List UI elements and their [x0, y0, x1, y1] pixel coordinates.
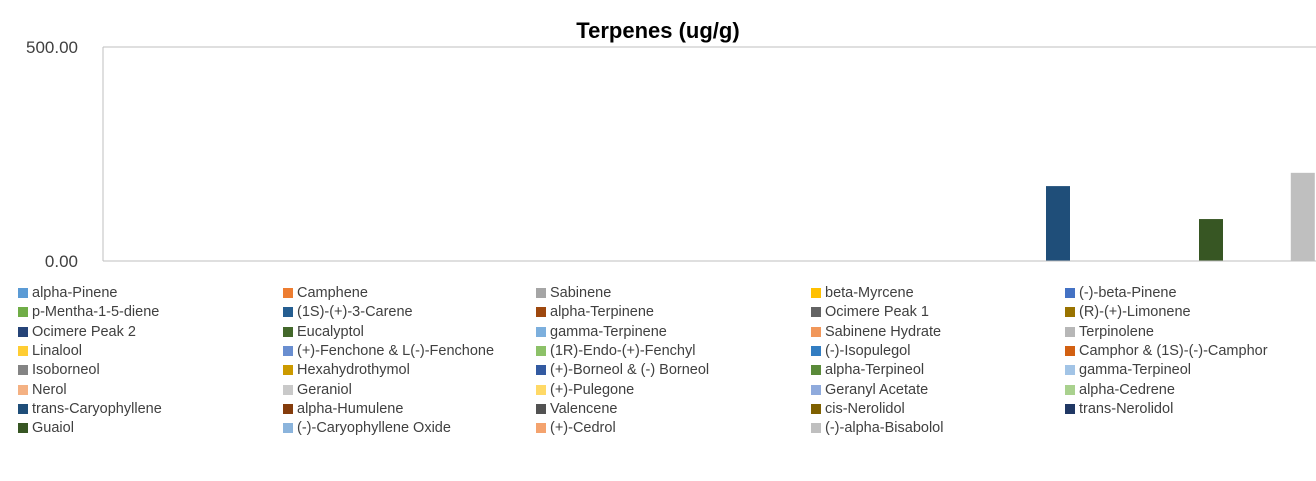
chart-title: Terpenes (ug/g) [576, 18, 740, 43]
legend-item [811, 381, 928, 399]
legend-label: (+)-Fenchone & L(-)-Fenchone [297, 342, 495, 359]
legend-item [283, 303, 413, 321]
legend-item [1065, 303, 1191, 321]
legend-label: Linalool [32, 342, 82, 359]
legend-label: (-)-alpha-Bisabolol [825, 420, 944, 437]
legend-swatch [18, 385, 28, 395]
legend-swatch [536, 346, 546, 356]
legend-item [18, 381, 67, 399]
legend-label: Camphene [297, 285, 368, 301]
bar-trans-caryophyllene [1046, 186, 1070, 261]
legend-item [811, 323, 941, 341]
legend-swatch [811, 307, 821, 317]
legend-item [811, 303, 929, 321]
legend-item [1065, 323, 1154, 341]
legend-label: Guaiol [32, 420, 74, 437]
legend-label: (+)-Borneol & (-) Borneol [550, 362, 710, 379]
legend-label: alpha-Terpineol [825, 362, 925, 379]
legend-label: Geraniol [297, 381, 352, 398]
legend-swatch [1065, 365, 1075, 375]
legend-item [536, 361, 709, 379]
legend-swatch [811, 385, 821, 395]
legend-swatch [1065, 385, 1075, 395]
legend-label: Terpinolene [1079, 323, 1154, 340]
bars-layer [1046, 173, 1315, 261]
legend-label: Ocimere Peak 1 [825, 304, 929, 321]
legend-item [18, 284, 117, 302]
legend-label: (1R)-Endo-(+)-Fenchyl [550, 342, 696, 359]
legend-swatch [536, 288, 546, 298]
legend-label: alpha-Humulene [297, 400, 404, 417]
legend-label: Valencene [550, 400, 618, 417]
legend-label: (-)-beta-Pinene [1079, 285, 1177, 301]
legend-swatch [536, 365, 546, 375]
legend-label: Nerol [32, 381, 67, 398]
legend-item [283, 361, 410, 379]
bar-alpha-bisabolol [1291, 173, 1315, 261]
legend-swatch [283, 385, 293, 395]
legend-swatch [18, 365, 28, 375]
legend-item [811, 284, 914, 302]
legend-swatch [811, 404, 821, 414]
legend-label: Ocimere Peak 2 [32, 323, 136, 340]
legend-item [18, 342, 82, 360]
legend-item [536, 342, 695, 360]
legend [18, 284, 1316, 480]
legend-swatch [1065, 327, 1075, 337]
legend-swatch [18, 307, 28, 317]
legend-item [536, 419, 616, 437]
legend-swatch [1065, 288, 1075, 298]
legend-label: trans-Caryophyllene [32, 400, 162, 417]
legend-swatch [1065, 346, 1075, 356]
y-tick-label-min: 0.00 [44, 252, 78, 271]
legend-item [283, 400, 403, 418]
legend-label: (R)-(+)-Limonene [1079, 304, 1191, 321]
legend-item [536, 303, 654, 321]
legend-label: p-Mentha-1-5-diene [32, 304, 160, 321]
legend-swatch [283, 423, 293, 433]
legend-label: beta-Myrcene [825, 285, 914, 301]
legend-label: alpha-Cedrene [1079, 381, 1175, 398]
legend-swatch [18, 288, 28, 298]
legend-label: alpha-Terpinene [550, 304, 654, 321]
legend-swatch [283, 404, 293, 414]
legend-label: Isoborneol [32, 362, 100, 379]
legend-swatch [18, 346, 28, 356]
legend-item [18, 419, 74, 437]
legend-item [811, 361, 924, 379]
legend-swatch [283, 365, 293, 375]
legend-label: (-)-Caryophyllene Oxide [297, 420, 451, 437]
legend-swatch [1065, 307, 1075, 317]
legend-item [536, 381, 634, 399]
legend-item [283, 419, 451, 437]
legend-item [283, 381, 352, 399]
legend-item [1065, 400, 1173, 418]
legend-swatch [811, 365, 821, 375]
legend-item [1065, 342, 1268, 360]
bar-guaiol [1199, 219, 1223, 261]
legend-label: Sabinene [550, 285, 612, 301]
legend-swatch [18, 404, 28, 414]
legend-label: Geranyl Acetate [825, 381, 929, 398]
legend-label: (1S)-(+)-3-Carene [297, 304, 413, 321]
legend-swatch [1065, 404, 1075, 414]
legend-swatch [283, 327, 293, 337]
legend-item [1065, 381, 1175, 399]
legend-swatch [811, 327, 821, 337]
legend-swatch [18, 327, 28, 337]
legend-item [18, 323, 136, 341]
legend-item [536, 400, 617, 418]
legend-swatch [283, 288, 293, 298]
legend-label: Eucalyptol [297, 323, 364, 340]
legend-item [536, 323, 667, 341]
legend-item [18, 303, 159, 321]
legend-swatch [283, 307, 293, 317]
legend-swatch [811, 346, 821, 356]
legend-item [1065, 361, 1191, 379]
legend-item [811, 400, 905, 418]
legend-label: (+)-Pulegone [550, 381, 635, 398]
legend-label: alpha-Pinene [32, 285, 118, 301]
legend-swatch [283, 346, 293, 356]
legend-item [18, 361, 100, 379]
legend-swatch [18, 423, 28, 433]
legend-item [811, 342, 910, 360]
legend-swatch [536, 385, 546, 395]
legend-swatch [536, 327, 546, 337]
legend-item [18, 400, 162, 418]
legend-label: (+)-Cedrol [550, 420, 616, 437]
legend-swatch [536, 404, 546, 414]
y-tick-label-max: 500.00 [26, 38, 78, 57]
legend-item [1065, 284, 1177, 302]
legend-swatch [811, 423, 821, 433]
legend-label: gamma-Terpinene [550, 323, 667, 340]
legend-swatch [536, 307, 546, 317]
legend-swatch [811, 288, 821, 298]
legend-label: Sabinene Hydrate [825, 323, 942, 340]
legend-label: (-)-Isopulegol [825, 342, 911, 359]
legend-swatch [536, 423, 546, 433]
legend-label: gamma-Terpineol [1079, 362, 1192, 379]
legend-item [283, 323, 364, 341]
legend-label: trans-Nerolidol [1079, 400, 1174, 417]
legend-item [811, 419, 943, 437]
legend-item [283, 284, 368, 302]
legend-item [536, 284, 611, 302]
legend-label: cis-Nerolidol [825, 400, 905, 417]
legend-label: Hexahydrothymol [297, 362, 410, 379]
legend-label: Camphor & (1S)-(-)-Camphor [1079, 342, 1268, 359]
legend-item [283, 342, 494, 360]
